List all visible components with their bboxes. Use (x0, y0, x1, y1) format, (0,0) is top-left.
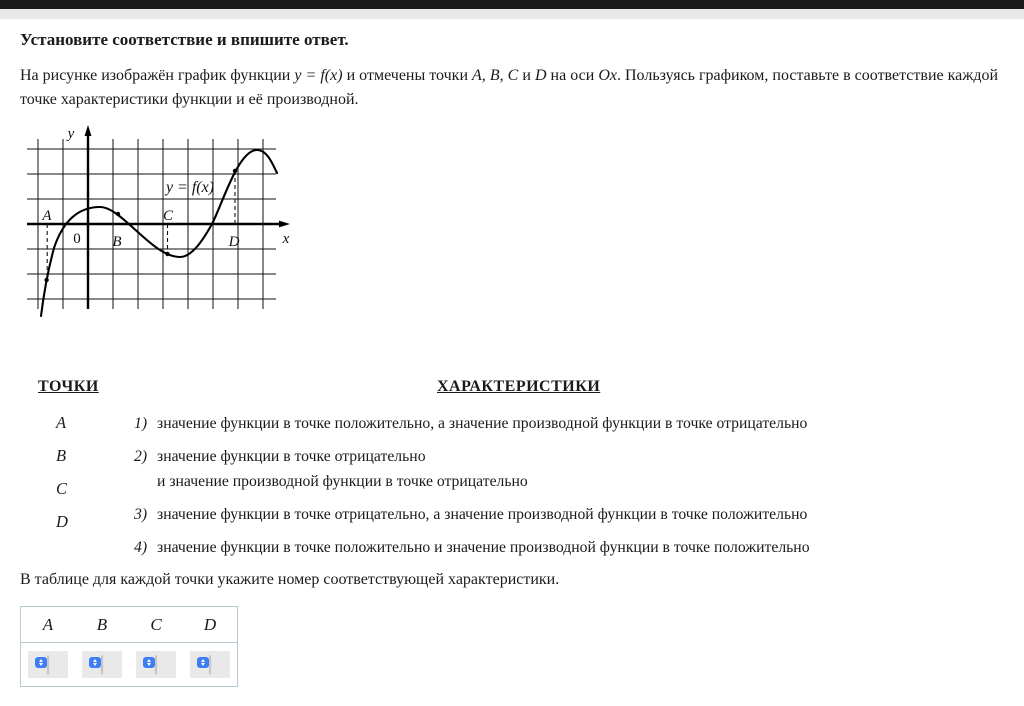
y-axis-arrow (85, 125, 92, 136)
answer-select-b[interactable] (101, 655, 103, 674)
points-header: ТОЧКИ (38, 378, 99, 395)
window-top-bar (0, 0, 1024, 9)
point-item-c: C (56, 479, 68, 498)
intro-text: на оси (546, 67, 599, 84)
characteristic-1-number: 1) (134, 415, 148, 432)
chevron-up-icon (93, 659, 97, 662)
characteristic-4 (134, 539, 810, 556)
characteristic-3 (134, 506, 807, 523)
answer-select-a[interactable] (47, 655, 49, 674)
chevron-down-icon (201, 663, 205, 666)
point-label-b: B (112, 234, 122, 250)
matching-section (20, 377, 998, 570)
chevron-up-icon (147, 659, 151, 662)
characteristic-3-number: 3) (134, 506, 148, 523)
intro-text: и отмечены точки (342, 67, 473, 84)
point-item-b: B (56, 446, 67, 465)
characteristic-4-number: 4) (134, 539, 148, 556)
select-chip-a (28, 651, 68, 678)
chevron-up-icon (201, 659, 205, 662)
task-intro (20, 64, 998, 112)
point-label-a: A (42, 208, 52, 224)
characteristic-2-number: 2) (134, 448, 148, 465)
select-chip-c (136, 651, 176, 678)
origin-label: 0 (73, 231, 81, 247)
chevron-down-icon (147, 663, 151, 666)
curve-label: y = f(x) (165, 179, 215, 196)
select-chip-b (82, 651, 122, 678)
select-chip-d (190, 651, 230, 678)
answer-column-a: A (21, 607, 76, 643)
intro-math-fx: y = f(x) (294, 67, 343, 84)
page-top-strip (0, 9, 1024, 19)
answer-cell-c (129, 643, 183, 687)
point-item-a: A (56, 413, 67, 432)
characteristic-3-text: значение функции в точке отрицательно, а значение производной функции в точке положительно (157, 506, 808, 523)
intro-text: и (518, 67, 535, 84)
point-marker-b (116, 212, 120, 216)
point-marker-d (233, 169, 237, 173)
chevron-down-icon (93, 663, 97, 666)
intro-math-d: D (534, 67, 547, 84)
characteristic-4-text: значение функции в точке положительно и значение производной функции в точке положительно (157, 539, 810, 556)
characteristic-1 (134, 415, 807, 432)
x-axis-arrow (279, 221, 290, 228)
select-stepper-icon[interactable] (35, 657, 47, 668)
answer-table (20, 606, 238, 687)
point-item-d: D (56, 512, 68, 531)
y-axis-label: y (67, 126, 75, 142)
answer-table-select-row (21, 643, 238, 687)
answer-cell-b (75, 643, 129, 687)
function-graph-svg (20, 124, 320, 320)
answer-table-header-row (21, 607, 238, 643)
table-instruction: В таблице для каждой точки укажите номер соответствующей характеристики. (20, 571, 560, 588)
answer-column-c: C (129, 607, 183, 643)
select-stepper-icon[interactable] (143, 657, 155, 668)
characteristic-1-text: значение функции в точке положительно, а значение производной функции в точке отрицательно (157, 415, 808, 432)
intro-math-ox: Ox (598, 67, 617, 84)
point-label-d: D (228, 234, 240, 250)
answer-cell-d (183, 643, 238, 687)
point-label-c: C (162, 208, 174, 224)
point-marker-a (44, 278, 48, 282)
select-stepper-icon[interactable] (89, 657, 101, 668)
answer-column-d: D (183, 607, 238, 643)
characteristic-2-text: значение функции в точке отрицательно (157, 448, 426, 465)
intro-text: . Пользуясь графиком, поставьте в соответствие каждой точке характеристики функции и её производной. (20, 67, 999, 108)
answer-cell-a (21, 643, 76, 687)
answer-select-c[interactable] (155, 655, 157, 674)
select-stepper-icon[interactable] (197, 657, 209, 668)
answer-column-b: B (75, 607, 129, 643)
chevron-up-icon (39, 659, 43, 662)
answer-select-d[interactable] (209, 655, 211, 674)
characteristic-2-text-line2: и значение производной функции в точке отрицательно (157, 473, 528, 490)
point-marker-c (165, 252, 169, 256)
function-graph (20, 124, 998, 320)
x-axis-label: x (282, 231, 290, 247)
task-page (0, 30, 1024, 687)
intro-text: На рисунке изображён график функции (20, 67, 295, 84)
characteristics-header: ХАРАКТЕРИСТИКИ (437, 378, 601, 395)
characteristic-2 (134, 448, 426, 465)
intro-math-abc: A, B, C (472, 67, 519, 84)
chevron-down-icon (39, 663, 43, 666)
page-title: Установите соответствие и впишите ответ. (20, 30, 349, 49)
